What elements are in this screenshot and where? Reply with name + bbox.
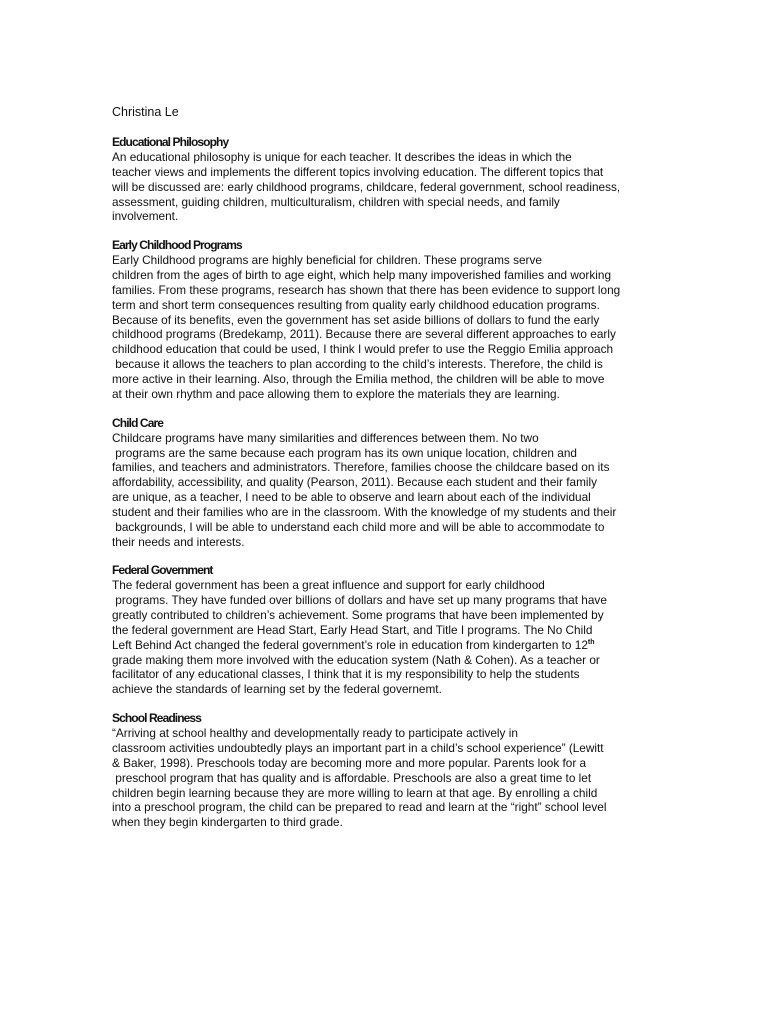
section-educational-philosophy: [112, 135, 657, 224]
document-page: [112, 105, 657, 844]
paragraph-line: Early Childhood programs are highly beneficial for children. These programs serve: [112, 253, 542, 268]
section-early-childhood-programs: [112, 238, 657, 401]
paragraph-line: when they begin kindergarten to third grade.: [112, 815, 343, 830]
paragraph-line: will be discussed are: early childhood programs, childcare, federal government, school readiness,: [112, 179, 621, 194]
paragraph-line-with-superscript: [112, 638, 657, 653]
section-heading: Educational Philosophy: [112, 135, 229, 149]
section-federal-government: [112, 563, 657, 697]
paragraph-line-text: Left Behind Act changed the federal government’s role in education from kindergarten to 12: [112, 637, 588, 652]
paragraph-line: their needs and interests.: [112, 534, 245, 549]
paragraph-line: term and short term consequences resulting from quality early childhood education programs.: [112, 297, 600, 312]
paragraph-line: An educational philosophy is unique for each teacher. It describes the ideas in which the: [112, 150, 572, 164]
paragraph-line: children begin learning because they are more willing to learn at that age. By enrolling a child: [112, 785, 598, 800]
author-name: Christina Le: [112, 105, 179, 119]
section-heading: Child Care: [112, 415, 164, 430]
paragraph-line: are unique, as a teacher, I need to be able to observe and learn about each of the individual: [112, 490, 591, 505]
ordinal-superscript: th: [587, 638, 595, 646]
paragraph-line: childhood education that could be used, I think I would prefer to use the Reggio Emilia approach: [112, 342, 614, 357]
paragraph-line: & Baker, 1998). Preschools today are becoming more and more popular. Parents look for a: [112, 755, 587, 770]
paragraph-line: programs are the same because each program has its own unique location, children and: [112, 445, 577, 460]
paragraph-line: assessment, guiding children, multiculturalism, children with special needs, and family: [112, 194, 560, 209]
paragraph-line: Childcare programs have many similarities and differences between them. No two: [112, 430, 539, 445]
section-heading: School Readiness: [112, 711, 201, 726]
paragraph-line: affordability, accessibility, and quality (Pearson, 2011). Because each student and their family: [112, 475, 598, 490]
section-school-readiness: [112, 711, 657, 830]
paragraph-line: teacher views and implements the different topics involving education. The different topics that: [112, 164, 604, 179]
paragraph-line: Because of its benefits, even the government has set aside billions of dollars to fund the early: [112, 312, 600, 327]
paragraph-line: “Arriving at school healthy and developmentally ready to participate actively in: [112, 726, 518, 741]
paragraph-line: classroom activities undoubtedly plays an important part in a child’s school experience” (Lewitt: [112, 741, 604, 755]
section-heading: Early Childhood Programs: [112, 238, 242, 253]
paragraph-line: achieve the standards of learning set by the federal governemt.: [112, 682, 442, 697]
paragraph-line: student and their families who are in the classroom. With the knowledge of my students and their: [112, 504, 617, 519]
paragraph-line: children from the ages of birth to age eight, which help many impoverished families and working: [112, 268, 612, 283]
paragraph-line: backgrounds, I will be able to understand each child more and will be able to accommodate to: [112, 519, 605, 534]
section-heading: Federal Government: [112, 563, 213, 578]
paragraph-line: because it allows the teachers to plan according to the child’s interests. Therefore, the child is: [112, 357, 603, 372]
paragraph-line: grade making them more involved with the education system (Nath & Cohen). As a teacher or: [112, 652, 600, 667]
paragraph-line: greatly contributed to children’s achievement. Some programs that have been implemented by: [112, 608, 604, 623]
paragraph-line: into a preschool program, the child can be prepared to read and learn at the “right” school level: [112, 800, 607, 815]
paragraph-line: at their own rhythm and pace allowing them to explore the materials they are learning.: [112, 386, 560, 401]
paragraph-line: childhood programs (Bredekamp, 2011). Because there are several different approaches to early: [112, 327, 616, 342]
paragraph-line: programs. They have funded over billions of dollars and have set up many programs that have: [112, 593, 607, 608]
paragraph-line: The federal government has been a great influence and support for early childhood: [112, 578, 545, 593]
paragraph-line: families. From these programs, research has shown that there has been evidence to support long: [112, 282, 621, 297]
paragraph-line: the federal government are Head Start, Early Head Start, and Title I programs. The No Child: [112, 622, 593, 637]
paragraph-line: involvement.: [112, 209, 179, 224]
paragraph-line: facilitator of any educational classes, I think that it is my responsibility to help the students: [112, 667, 580, 682]
section-child-care: [112, 416, 657, 550]
paragraph-line: families, and teachers and administrators. Therefore, families choose the childcare based on its: [112, 460, 610, 475]
paragraph-line: more active in their learning. Also, through the Emilia method, the children will be able to move: [112, 371, 605, 386]
paragraph-line: preschool program that has quality and is affordable. Preschools are also a great time to let: [112, 770, 592, 785]
